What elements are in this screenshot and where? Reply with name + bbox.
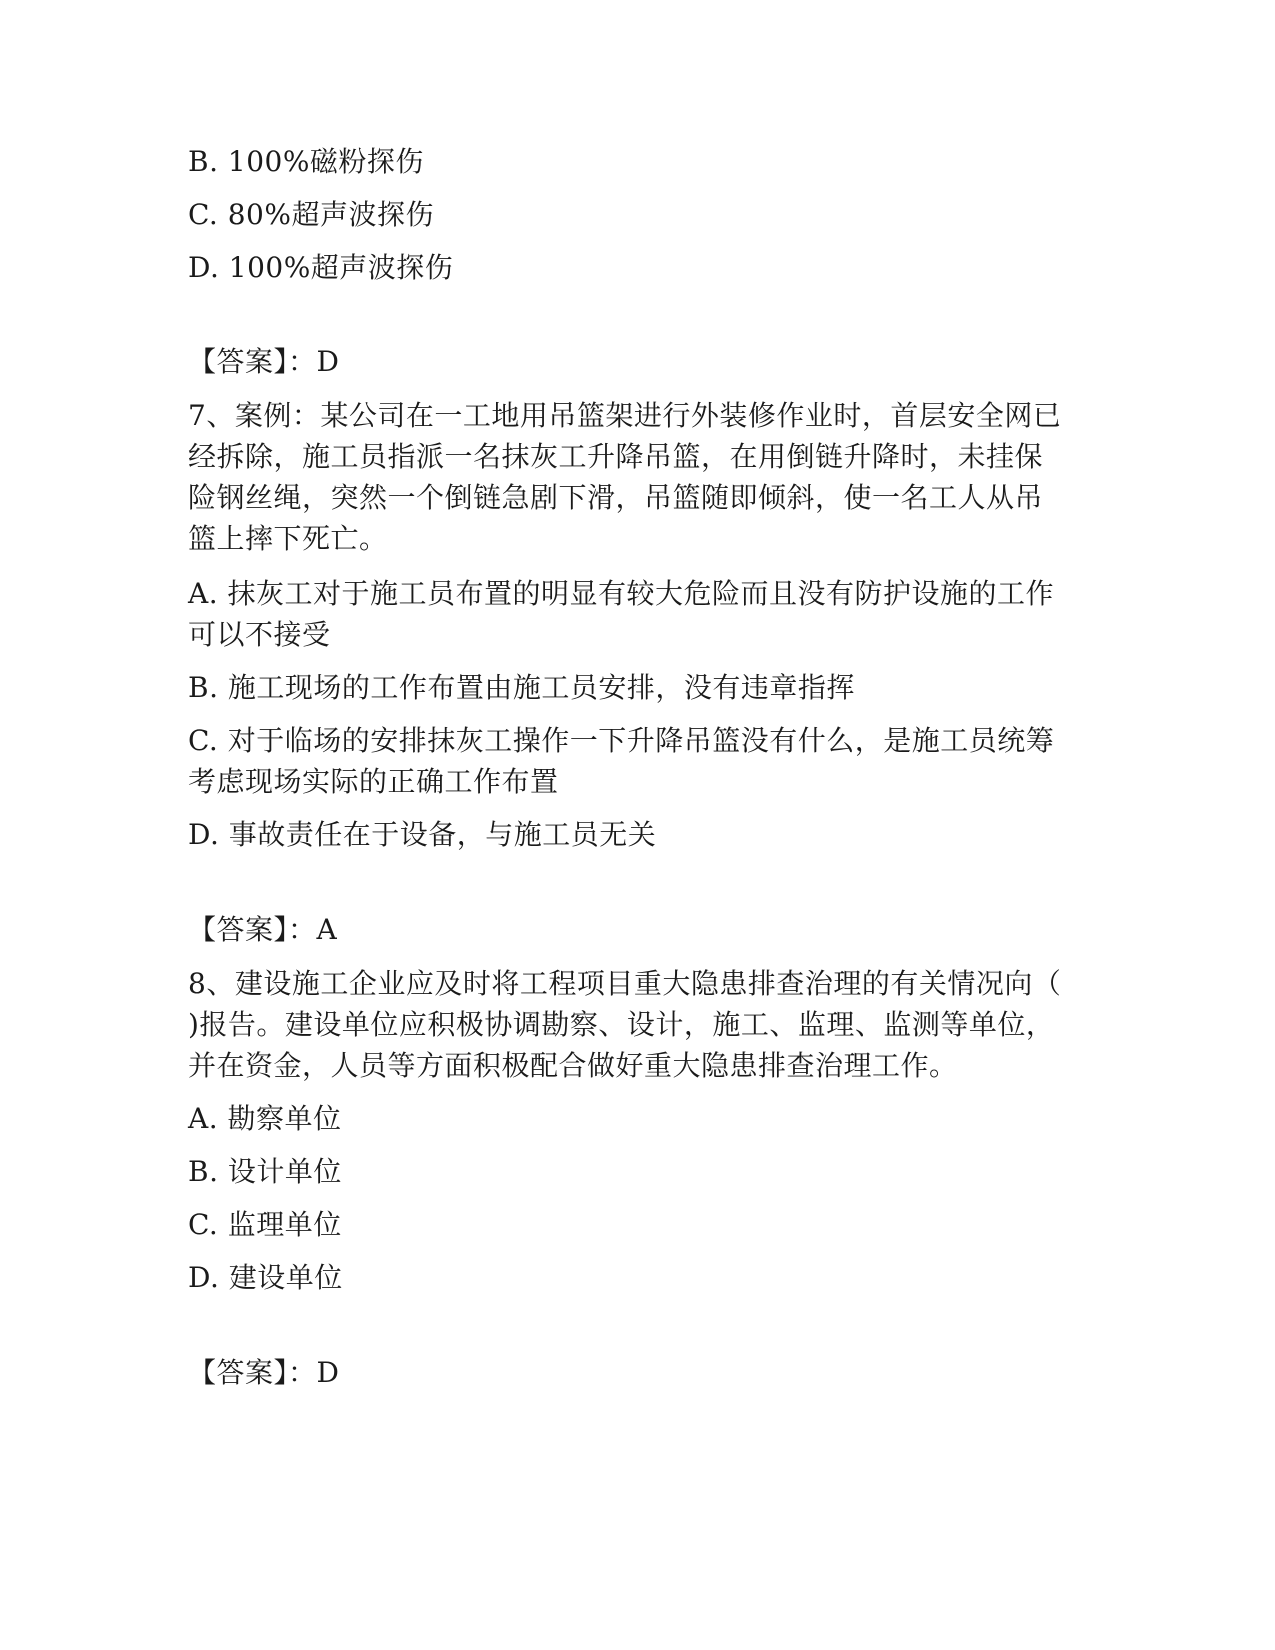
q8-stem-line: 8、建设施工企业应及时将工程项目重大隐患排查治理的有关情况向（ xyxy=(188,967,1062,1000)
q8-option-b: B. 设计单位 xyxy=(188,1155,342,1188)
q7-option-c-line: 考虑现场实际的正确工作布置 xyxy=(188,765,559,798)
q7-stem-line: 险钢丝绳，突然一个倒链急剧下滑，吊篮随即倾斜，使一名工人从吊 xyxy=(188,481,1044,514)
q8-answer: 【答案】：D xyxy=(188,1356,340,1389)
q8-option-c: C. 监理单位 xyxy=(188,1208,342,1241)
q7-option-a-line: 可以不接受 xyxy=(188,618,331,651)
q7-stem-line: 经拆除，施工员指派一名抹灰工升降吊篮，在用倒链升降时，未挂保 xyxy=(188,440,1044,473)
q7-answer: 【答案】：A xyxy=(188,913,338,946)
q6-option-b: B. 100%磁粉探伤 xyxy=(188,145,424,178)
q7-option-c-line: C. 对于临场的安排抹灰工操作一下升降吊篮没有什么，是施工员统筹 xyxy=(188,724,1055,757)
q7-option-a-line: A. 抹灰工对于施工员布置的明显有较大危险而且没有防护设施的工作 xyxy=(188,577,1055,610)
q8-stem-line: 并在资金，人员等方面积极配合做好重大隐患排查治理工作。 xyxy=(188,1049,958,1082)
q6-answer: 【答案】：D xyxy=(188,345,340,378)
q8-option-d: D. 建设单位 xyxy=(188,1261,343,1294)
q7-stem-line: 篮上摔下死亡。 xyxy=(188,522,388,555)
q6-option-d: D. 100%超声波探伤 xyxy=(188,251,454,284)
q6-option-c: C. 80%超声波探伤 xyxy=(188,198,434,231)
q7-stem-line: 7、案例：某公司在一工地用吊篮架进行外装修作业时，首层安全网已 xyxy=(188,399,1062,432)
q8-option-a: A. 勘察单位 xyxy=(188,1102,342,1135)
q7-option-d: D. 事故责任在于设备，与施工员无关 xyxy=(188,818,657,851)
q8-stem-line: )报告。建设单位应积极协调勘察、设计，施工、监理、监测等单位， xyxy=(188,1008,1055,1041)
q7-option-b: B. 施工现场的工作布置由施工员安排，没有违章指挥 xyxy=(188,671,855,704)
